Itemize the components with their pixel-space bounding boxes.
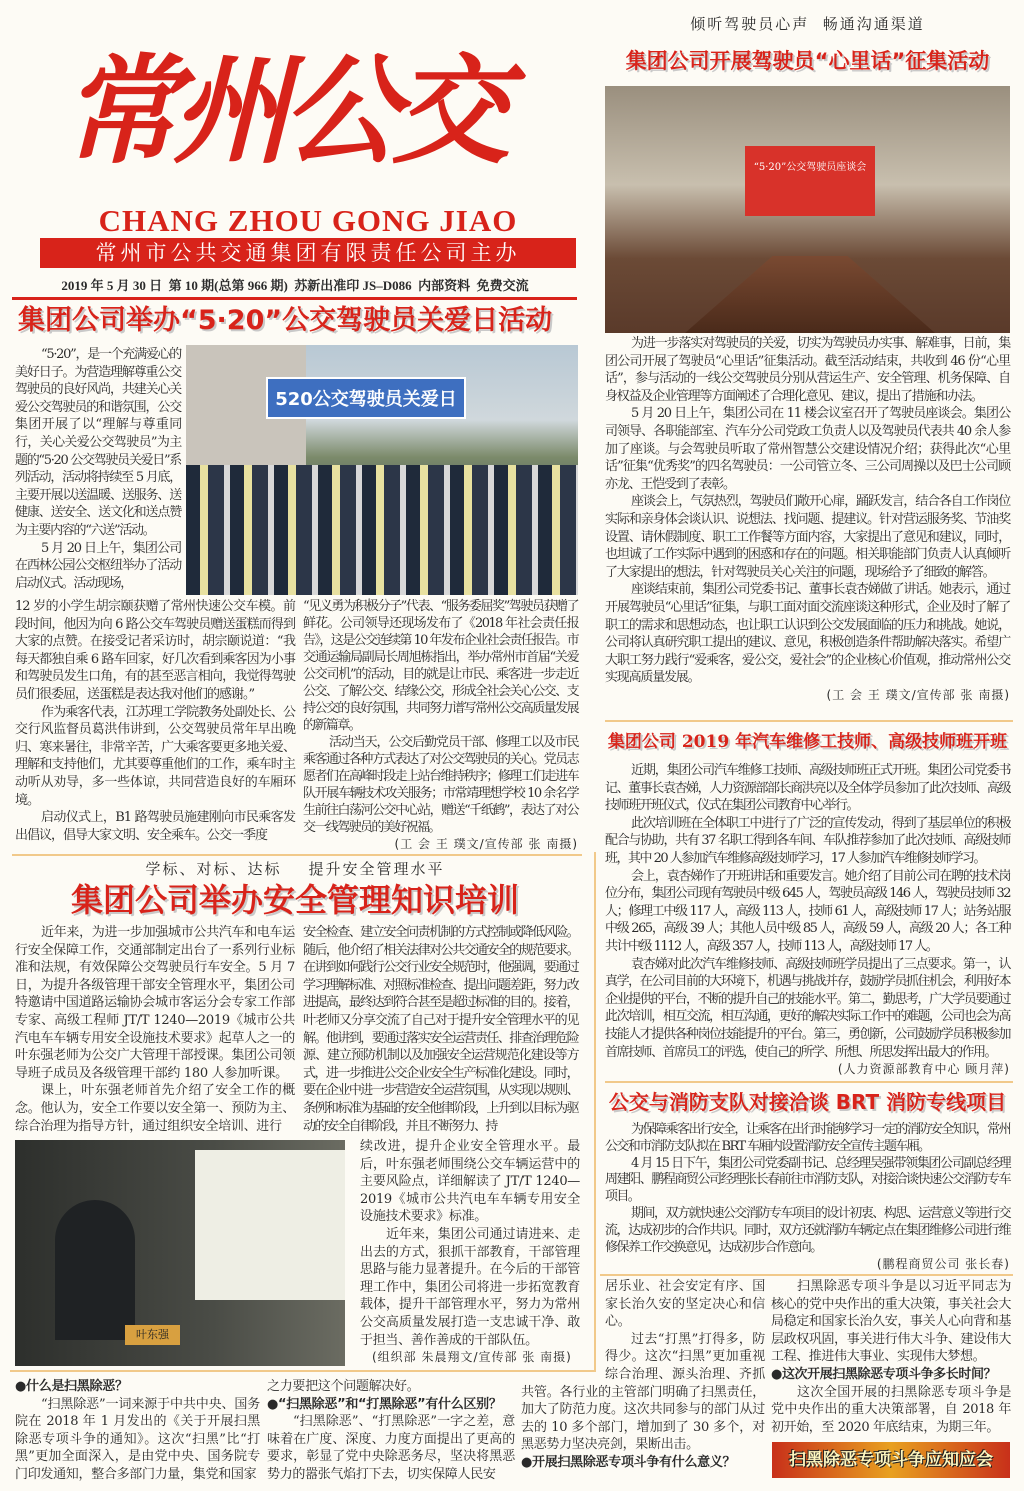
- paragraph: 活动当天，公交后勤党员干部、修理工以及市民乘客通过各种方式表达了对公交驾驶员的关心。党员志愿者们在高峰时段走上站台维持秩序；修理工们走进车队开展车辆技术攻关服务；市常靖理想学校 10 余名学生前往白荡河公交中心站，赠送“千纸鹤”，表达了对公交一线驾驶员的美好祝福。: [303, 735, 578, 835]
- question-heading: ●这次开展扫黑除恶专项斗争多长时间？: [771, 1366, 997, 1382]
- paragraph: 会上，袁杏娣作了开班讲话和重要发言。她介绍了目前公司在聘的技术岗位分布，集团公司现有驾驶员中级 645 人，驾驶员高级 146 人，驾驶员技师 32 人；修理工中级 117 人，高级 113 人，技师 61 人，高级技师 17 人；站务站服中级 265，高级 39 人；其他人员中级 85 人，高级 59 人，高级 20 人；各工种共计中级 1112 人，高级 357 人，技师 113 人，高级技师 17 人。: [605, 868, 1010, 954]
- paragraph: 为进一步落实对驾驶员的关爱，切实为驾驶员办实事、解难事，日前，集团公司开展了驾驶员“心里话”征集活动。截至活动结束，共收到 46 份“心里话”，参与活动的一线公交驾驶员分别从营运生产、安全管理、机务保障、自身权益及企业管理等方面阐述了合理化意见、建议，提出了措施和办法。: [605, 336, 1010, 404]
- byline: (组织部 朱晨翔文/宣传部 张 南摄): [372, 1350, 572, 1365]
- question-heading: ●开展扫黑除恶专项斗争有什么意义？: [521, 1454, 736, 1470]
- photo-table: [685, 256, 935, 333]
- paragraph: 为保障乘客出行安全，让乘客在出行时能够学习一定的消防安全知识，常州公交和市消防支队拟在 BRT 车厢内设置消防安全宣传主题车厢。: [605, 1122, 1010, 1154]
- byline: (工 会 王 璞文/宣传部 张 南摄): [394, 837, 578, 851]
- article3-banner: 扫黑除恶专项斗争应知应会: [772, 1442, 1010, 1478]
- article4-headline: 集团公司开展驾驶员“心里话”征集活动: [625, 49, 990, 73]
- article5-body: [605, 762, 1010, 1079]
- sponsor-bar: 常州市公共交通集团有限责任公司主办: [40, 238, 576, 268]
- paragraph: 此次培训班在全体职工中进行了广泛的宣传发动，得到了基层单位的积极配合与协助，共有 37 名职工得到各车间、车队推荐参加了此次技师、高级技师班，其中 20 人参加汽车维修高级技师学习，17 人参加汽车维修技师学习。: [605, 815, 1010, 866]
- byline: (人力资源部教育中心 顾月萍): [837, 1062, 1010, 1077]
- photo-nameplate: 叶东强: [125, 1325, 180, 1345]
- paragraph: 续改进，提升企业安全管理水平。最后，叶东强老师围绕公交车辆运营中的主要风险点，详细解读了 JT/T 1240—2019《城市公共汽电车车辆专用安全设施技术要求》标准。: [360, 1139, 580, 1225]
- byline: (鹏程商贸公司 张长春): [876, 1257, 1010, 1272]
- article6-body: [605, 1122, 1010, 1272]
- paragraph: 近期，集团公司汽车维修工技师、高级技师班正式开班。集团公司党委书记、董事长袁杏娣，人力资源部部长商洪亮以及全体学员参加了此次技师、高级技师班开班仪式，仪式在集团公司教育中心举行。: [605, 763, 1010, 814]
- article3-col3: [521, 1278, 765, 1490]
- paragraph: 居乐业、社会安定有序、国家长治久安的坚定决心和信心。: [605, 1279, 765, 1330]
- paragraph: 5 月 20 日上午，集团公司在 11 楼会议室召开了驾驶员座谈会。集团公司领导、各职能部室、汽车分公司党政工负责人以及驾驶员代表共 40 余人参加了座谈。与会驾驶员听取了常州智慧公交建设情况介绍；获得此次“心里话”征集“优秀奖”的四名驾驶员：一公司管立冬、三公司周操以及巴士公司顾亦龙、王恺受到了表彰。: [605, 406, 1010, 492]
- article3-col2: [267, 1378, 515, 1490]
- article6-headline: 公交与消防支队对接洽谈 BRT 消防专线项目: [608, 1090, 1007, 1114]
- dateline: 2019 年 5 月 30 日 第 10 期(总第 966 期) 苏新出准印 JS–D086 内部资料 免费交流: [61, 278, 529, 293]
- photo-crowd: [186, 465, 578, 595]
- paragraph: “扫黑除恶”、“打黑除恶”一字之差，意味着在广度、深度、力度方面提出了更高的要求，彰显了党中央除恶务尽，坚决将黑恶势力的嚣张气焰打下去，切实保障人民安: [267, 1414, 515, 1482]
- photo-screen: “5·20”公交驾驶员座谈会: [745, 146, 875, 216]
- photo-banner: 520公交驾驶员关爱日: [266, 377, 466, 419]
- paragraph: 扫黑除恶专项斗争是以习近平同志为核心的党中央作出的重大决策，事关社会大局稳定和国家长治久安，事关人心向背和基层政权巩固，事关进行伟大斗争、建设伟大工程、推进伟大事业、实现伟大梦想。: [771, 1279, 1011, 1365]
- article1-col2: [303, 598, 578, 852]
- byline: (工 会 王 璞文/宣传部 张 南摄): [826, 687, 1010, 702]
- article1-photo: [186, 345, 578, 595]
- article1-col1: [15, 598, 295, 852]
- paragraph: 5 月 20 日上午，集团公司在西林公园公交枢纽举办了活动启动仪式。活动现场，: [15, 540, 181, 591]
- paragraph: 座谈会上，气氛热烈，驾驶员们敞开心扉，踊跃发言，结合各自工作岗位实际和亲身体会谈认识、说想法、找问题、提建议。针对营运服务奖、节油奖设置、请休假制度、职工工作餐等方面内容，大家提出了意见和建议，同时，也坦诚了工作实际中遇到的困惑和存在的问题。相关职能部门负责人认真倾听了大家提出的想法，针对驾驶员关心关注的问题，现场给予了细致的解答。: [605, 494, 1010, 580]
- article4-body: [605, 335, 1010, 718]
- paragraph: 课上，叶东强老师首先介绍了安全工作的概念。他认为，安全工作要以安全第一、预防为主、综合治理为指导方针，通过组织安全培训、进行: [15, 1083, 295, 1134]
- paragraph: 12 岁的小学生胡宗颐获赠了常州快速公交车模。前段时间，他因为向 6 路公交车驾驶员赠送蛋糕而得到大家的点赞。在接受记者采访时，胡宗颐说道：“我每天都独自乘 6 路车回家，好几次看到乘客因为小事和驾驶员发生口角，有的甚至恶言相向，我觉得驾驶员们很委屈，送蛋糕是表达我对他们的感谢。”: [15, 599, 295, 702]
- paragraph: 这次全国开展的扫黑除恶专项斗争是党中央作出的重大决策部署，自 2018 年初开始，至 2020 年底结束，为期三年。: [771, 1384, 1011, 1435]
- masthead-pinyin: CHANG ZHOU GONG JIAO: [98, 203, 518, 238]
- paragraph: 近年来，集团公司通过请进来、走出去的方式，狠抓干部教育，干部管理思路与能力显著提升。在今后的干部管理工作中，集团公司将进一步拓宽教育载体，提升干部管理水平，努力为常州公交高质量发展打造一支忠诚干净、敢于担当、善作善成的干部队伍。: [360, 1226, 580, 1348]
- paragraph: 4 月 15 日下午，集团公司党委副书记、总经理吴强带领集团公司副总经理周建阳、鹏程商贸公司经理张长春前往市消防支队，对接洽谈快速公交消防专车项目。: [605, 1155, 1010, 1205]
- paragraph: 袁杏娣对此次汽车维修技师、高级技师班学员提出了三点要求。第一，认真学，在公司目前的大环境下，机遇与挑战并存，鼓励学员抓住机会，利用好本企业提供的平台，不断的提升自己的技能水平。第二，勤思考，广大学员要通过此次培训，相互交流，相互沟通，更好的解决实际工作中的难题，公司也会为高技能人才提供各种岗位技能提升的平台。第三，勇创新，公司鼓励学员积极参加首席技师、首席员工的评选，使自己的所学、所想、所思发挥出最大的作用。: [605, 956, 1010, 1060]
- paragraph: 过去“打黑”打得多，防得少。这次“扫黑”更加重视综合治理、源头治理、齐抓共管。各行业的主管部门明确了扫黑责任，加大了防范力度。这次共同参与的部门从过去的 10 多个部门，增加到了 30 多个，对黑恶势力坚决亮剑，果断出击。: [521, 1331, 765, 1453]
- paragraph: 安全检查、建立安全问责机制的方式控制或降低风险。随后，他介绍了相关法律对公共交通安全的规范要求。在讲到如何践行公交行业安全规范时，他强调，要通过学习理解标准、对照标准检查、提出问题差距，努力改进提高，最终达到符合甚至是超过标准的目的。接着，叶老师又分享交流了自己对于提升安全管理水平的见解。他讲到，要通过落实安全运营责任、排查治理危险源、建立预防机制以及加强安全运营规范化建设等方式，进一步推进公交企业安全生产标准化建设。同时，要在企业中进一步营造安全运营氛围，从实现以规则、条例和标准为基础的安全他律阶段，上升到以目标为驱动的安全自律阶段，并且不断努力、持: [303, 925, 578, 1134]
- paragraph: “5·20”，是一个充满爱心的美好日子。为营造理解尊重公交驾驶员的良好风尚，共建关心关爱公交驾驶员的和谐氛围，公交集团开展了以“理解与尊重同行，关心关爱公交驾驶员”为主题的“5·20 公交驾驶员关爱日”系列活动，活动将持续至 5 月底，主要开展以送温暖、送服务、送健康、送安全、送文化和送点赞为主要内容的“六送”活动。: [15, 347, 181, 538]
- masthead-logo: 常州公交: [62, 41, 503, 180]
- article5-headline: 集团公司 2019 年汽车维修工技师、高级技师班开班: [607, 732, 1008, 752]
- paragraph: 期间，双方就快速公交消防专车项目的设计初衷、构思、运营意义等进行交流，达成初步的合作共识。同时，双方还就消防车辆定点在集团维修公司进行维修保养工作交换意见，达成初步合作意向。: [605, 1205, 1010, 1255]
- paragraph: 启动仪式上，B1 路驾驶员施建刚向市民乘客发出倡议，倡导大家文明、安全乘车。公交一季度: [15, 810, 295, 843]
- article4-kicker: 倾听驾驶员心声 畅通沟通渠道: [690, 15, 925, 33]
- article2-kicker: 学标、对标、达标 提升安全管理水平: [145, 860, 445, 878]
- question-heading: ●“扫黑除恶”和“打黑除恶”有什么区别？: [267, 1396, 502, 1412]
- paragraph: 之力要把这个问题解决好。: [267, 1379, 420, 1394]
- article2-frame: [10, 852, 596, 1372]
- paragraph: “见义勇为积极分子”代表、“服务委屈奖”驾驶员获赠了鲜花。公司领导还现场发布了《2018 年社会责任报告》，这是公交连续第 10 年发布企业社会责任报告。市交通运输局副局长周旭栋指出，举办常州市首届“关爱公交司机”的活动，目的就是让市民、乘客进一步走近公交、了解公交、结缘公交，形成全社会关心公交、支持公交的良好氛围，共同努力谱写常州公交高质量发展的新篇章。: [303, 599, 578, 733]
- article1-lead: [15, 346, 181, 596]
- paragraph: 近年来，为进一步加强城市公共汽车和电车运行安全保障工作，交通部制定出台了一系列行业标准和法规，有效保障公交驾驶员行车安全。5 月 7 日，为提升各级管理干部安全管理水平，集团公司特邀请中国道路运输协会城市客运分会专家工作部专家、高级工程师 JT/T 1240—2019《城市公共汽电车车辆专用安全设施技术要求》起草人之一的叶东强老师为公交广大管理干部授课。集团公司领导班子成员及各级管理干部约 180 人参加听课。: [15, 925, 296, 1081]
- divider: [605, 720, 1013, 722]
- question-heading: ●什么是扫黑除恶？: [15, 1379, 128, 1394]
- paragraph: 作为乘客代表，江苏理工学院教务处副处长、公交行风监督员葛洪伟讲到，公交驾驶员常年早出晚归、寒来暑往，非常辛苦，广大乘客要更多地关爱、理解和支持他们，尤其要尊重他们的工作，乘车时主动听从劝导，多一些体谅，共同营造良好的车厢环境。: [15, 704, 295, 808]
- divider: [600, 1274, 1013, 1276]
- article1-headline: 集团公司举办“5·20”公交驾驶员关爱日活动: [18, 305, 553, 336]
- article3-col1: [15, 1378, 260, 1490]
- paragraph: “扫黑除恶”一词来源于中共中央、国务院在 2018 年 1 月发出的《关于开展扫黑除恶专项斗争的通知》。这次“扫黑”比“打黑”更加全面深入，是由党中央、国务院专门印发通知，整合多部门力量，集党和国家: [15, 1396, 260, 1482]
- divider: [605, 1081, 1013, 1083]
- article4-photo: [605, 86, 1010, 333]
- article2-headline: 集团公司举办安全管理知识培训: [70, 881, 519, 919]
- article3-col4: [771, 1278, 1011, 1438]
- paragraph: 座谈结束前，集团公司党委书记、董事长袁杏娣做了讲话。她表示，通过开展驾驶员“心里话”征集，与职工面对面交流座谈这种形式，企业及时了解了职工的需求和思想动态，也让职工认识到公交发展面临的压力和挑战。她说，公司将认真研究职工提出的建议、意见，积极创造条件帮助解决落实。希望广大职工努力践行“爱乘客，爱公交，爱社会”的企业核心价值观，推动常州公交实现高质量发展。: [605, 582, 1010, 686]
